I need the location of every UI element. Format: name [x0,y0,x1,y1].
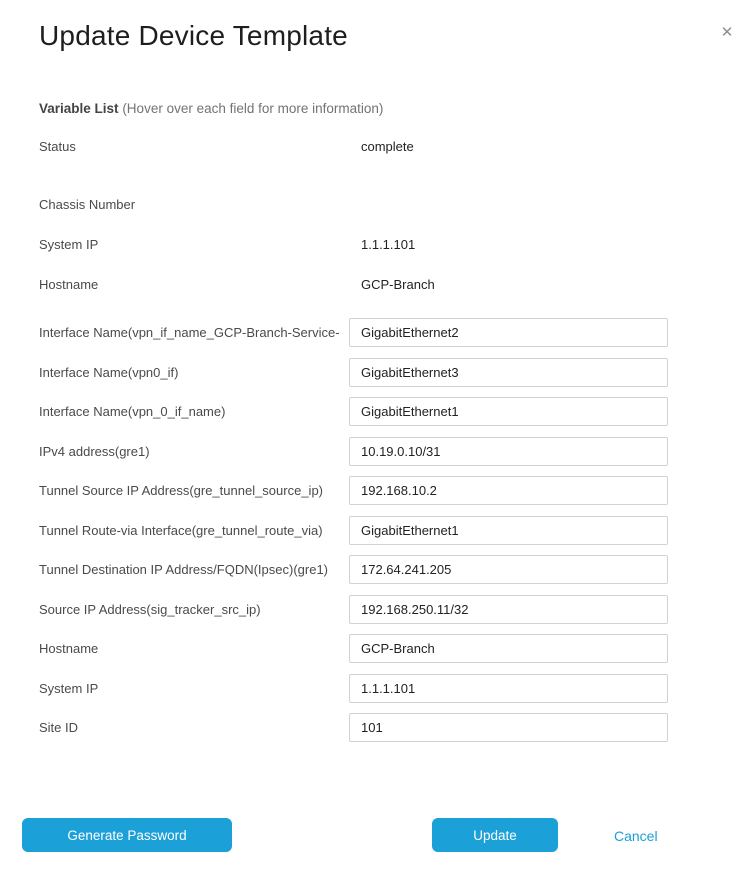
field-label: Tunnel Route-via Interface(gre_tunnel_route_via) [39,522,323,538]
update-button[interactable]: Update [432,818,558,852]
variable-row-input [39,511,668,551]
variable-row-input [39,708,668,748]
variable-row-input [39,392,668,432]
field-label: Tunnel Source IP Address(gre_tunnel_source_ip) [39,483,324,499]
variable-row-static [39,264,668,304]
generate-password-button[interactable]: Generate Password [22,818,232,852]
field-value: complete [361,138,414,154]
editable-variable-rows [39,313,668,748]
field-label: Hostname [39,641,99,657]
variable-row-input [39,629,668,669]
variable-input[interactable] [349,555,668,584]
field-label: Interface Name(vpn0_if) [39,364,179,380]
variable-input[interactable] [349,516,668,545]
variable-row-input [39,590,668,630]
variable-input[interactable] [349,397,668,426]
variable-row-input [39,550,668,590]
variable-row-static [39,184,668,224]
variable-row-input [39,313,668,353]
dialog-footer [0,818,752,883]
field-label: Status [39,138,76,154]
field-label: IPv4 address(gre1) [39,443,150,459]
field-label: Chassis Number [39,196,136,212]
variable-row-static [39,126,668,166]
cancel-button[interactable]: Cancel [614,828,658,844]
variable-input[interactable] [349,358,668,387]
variable-row-static [39,224,668,264]
variable-row-input [39,353,668,393]
update-device-template-dialog [0,18,752,883]
field-value: GCP-Branch [361,276,435,292]
field-label: Source IP Address(sig_tracker_src_ip) [39,601,261,617]
variable-input[interactable] [349,713,668,742]
static-variable-rows [39,126,668,304]
field-label: Hostname [39,276,99,292]
field-label: System IP [39,236,99,252]
variable-list-hint: (Hover over each field for more information) [122,101,384,116]
variable-input[interactable] [349,318,668,347]
field-label: Site ID [39,720,79,736]
variable-input[interactable] [349,476,668,505]
field-label: Interface Name(vpn_if_name_GCP-Branch-Service- [39,325,340,341]
field-value: 1.1.1.101 [361,236,416,252]
variable-input[interactable] [349,674,668,703]
variable-list-title: Variable List [39,101,119,116]
variable-list-heading [39,101,712,117]
variable-row-input [39,669,668,709]
variable-input[interactable] [349,437,668,466]
variable-input[interactable] [349,634,668,663]
close-icon[interactable]: ✕ [720,24,734,41]
variable-input[interactable] [349,595,668,624]
variable-row-input [39,432,668,472]
field-label: System IP [39,680,99,696]
dialog-title: Update Device Template [39,20,348,51]
variable-row-input [39,471,668,511]
field-label: Interface Name(vpn_0_if_name) [39,404,226,420]
field-label: Tunnel Destination IP Address/FQDN(Ipsec)(gre1) [39,562,329,578]
